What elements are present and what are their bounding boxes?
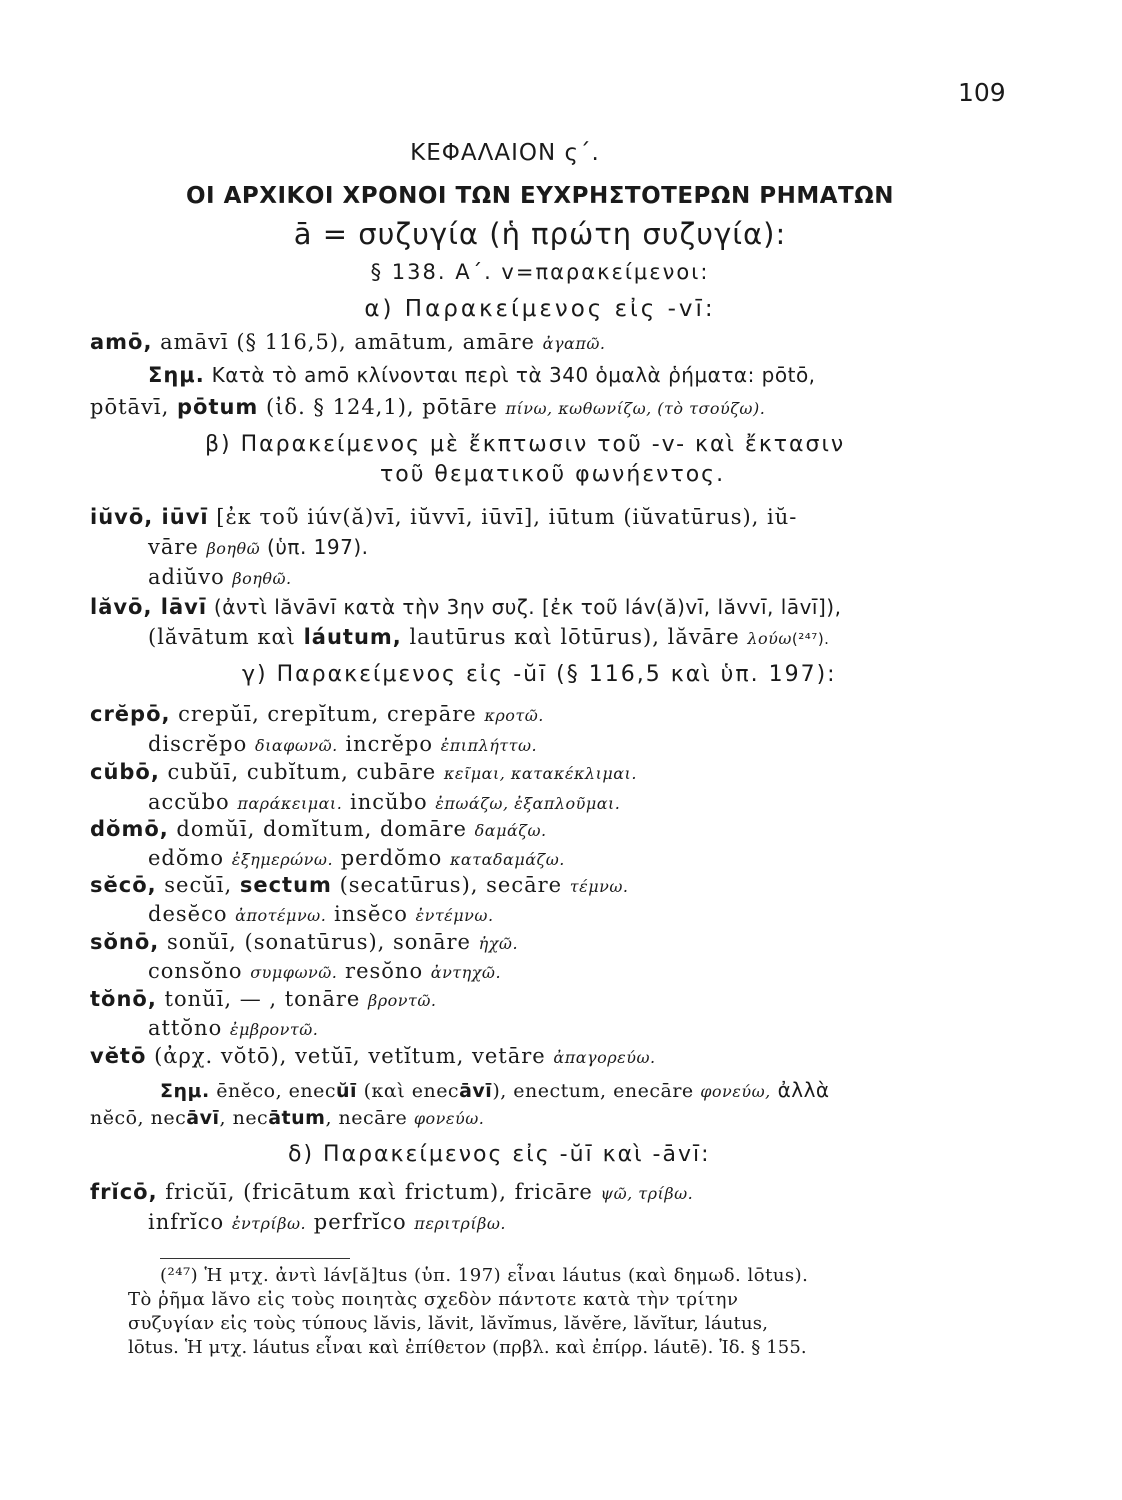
reference: (ὑπ. 197). — [260, 535, 369, 559]
entry-discrepo — [148, 732, 537, 756]
greek-meaning: ψῶ, τρίβω. — [600, 1184, 694, 1203]
forms: secŭī, — [156, 873, 240, 897]
forms: incrĕpo — [337, 732, 441, 756]
greek-meaning: κεῖμαι, κατακέκλιμαι. — [443, 764, 637, 783]
note-text: nĕcō, nec — [90, 1107, 187, 1129]
note-text: , necāre — [325, 1107, 414, 1129]
greek-meaning: ἐντρίβω. — [231, 1214, 307, 1233]
footnote-line-2: Τὸ ῥῆμα lăvo εἰς τοὺς ποιητὰς σχεδὸν πάντοτε κατὰ τὴν τρίτην — [128, 1289, 739, 1310]
forms: domŭī, domĭtum, domāre — [168, 817, 475, 841]
chapter-title: ΚΕΦΑΛΑΙΟΝ ς΄. — [410, 140, 600, 166]
headword: láutum, — [303, 625, 402, 649]
greek-meaning: βοηθῶ. — [232, 569, 292, 588]
entry-lavo-line-1 — [90, 595, 841, 619]
greek-meaning: ἠχῶ. — [478, 934, 519, 953]
entry-deseco — [148, 902, 494, 926]
subsection-alpha: α) Παρακείμενος εἰς -vī: — [364, 296, 716, 322]
greek-meaning: δαμάζω. — [474, 821, 547, 840]
forms: cubŭī, cubĭtum, cubāre — [159, 760, 444, 784]
forms: edŏmo — [148, 846, 232, 870]
greek-meaning: βοηθῶ — [206, 539, 261, 558]
forms: incŭbo — [342, 790, 436, 814]
entry-seco — [90, 873, 628, 897]
entry-domo — [90, 817, 547, 841]
greek-meaning: καταδαμάζω. — [449, 850, 565, 869]
entry-infrico — [148, 1210, 506, 1234]
entry-tono — [90, 987, 437, 1011]
forms: (ἀντὶ lăvāvī κατὰ τὴν 3ην συζ. [ἐκ τοῦ láv(ă)vī, lăvvī, lāvī]), — [207, 595, 842, 619]
headword: vĕtō — [90, 1044, 147, 1068]
forms: perdŏmo — [333, 846, 450, 870]
entry-amo — [90, 330, 606, 354]
forms: desĕco — [148, 902, 236, 926]
headword: pōtum — [176, 395, 259, 419]
greek-meaning: συμφωνῶ. — [250, 963, 338, 982]
forms: accŭbo — [148, 790, 238, 814]
footnote-ref: (²⁴⁷). — [791, 630, 830, 648]
headword: lăvō, lāvī — [90, 595, 208, 619]
page-number: 109 — [958, 78, 1006, 107]
note-text: (ἰδ. § 124,1), pōtāre — [258, 395, 506, 419]
entry-veto — [90, 1044, 656, 1068]
forms: (lăvātum καὶ — [148, 625, 304, 649]
entry-sono — [90, 930, 518, 954]
forms: [ἐκ τοῦ iúv(ă)vī, iŭvvī, iūvī], iūtum (iŭvatūrus), iŭ- — [208, 505, 798, 529]
headword: frĭcō, — [90, 1180, 158, 1204]
subsection-beta-line-1: β) Παρακείμενος μὲ ἔκπτωσιν τοῦ -v- καὶ ἔκτασιν — [205, 432, 846, 457]
note-text: pōtāvī, — [90, 395, 177, 419]
entry-adiuvo — [148, 565, 292, 589]
greek-meaning: ἀποτέμνω. — [235, 906, 327, 925]
note-text: (καὶ enec — [357, 1080, 460, 1102]
greek-meaning: περιτρίβω. — [414, 1214, 506, 1233]
note-text: , nec — [219, 1107, 269, 1129]
forms: crepŭī, crepĭtum, crepāre — [170, 702, 485, 726]
entry-accubo — [148, 790, 620, 814]
forms: attŏno — [148, 1016, 230, 1040]
forms: vāre — [148, 535, 207, 559]
greek-meaning: ἐξημερώνω. — [231, 850, 334, 869]
greek-meaning: λούω — [747, 629, 792, 648]
entry-frico — [90, 1180, 693, 1204]
subsection-gamma: γ) Παρακείμενος εἰς -ŭī (§ 116,5 καὶ ὑπ. 197): — [242, 662, 837, 687]
note-emph: āvī — [459, 1080, 493, 1102]
forms: (ἀρχ. vŏtō), vetŭī, vetĭtum, vetāre — [146, 1044, 554, 1068]
main-heading: ΟΙ ΑΡΧΙΚΟΙ ΧΡΟΝΟΙ ΤΩΝ ΕΥΧΡΗΣΤΟΤΕΡΩΝ ΡΗΜΑΤΩΝ — [185, 183, 895, 209]
subsection-delta: δ) Παρακείμενος εἰς -ŭī καὶ -āvī: — [288, 1142, 711, 1167]
note-2-line-2 — [90, 1107, 484, 1129]
greek-meaning: πίνω, κωθωνίζω, (τὸ τσούζω). — [505, 399, 766, 418]
headword: sŏnō, — [90, 930, 160, 954]
greek-meaning: ἐπιπλήττω. — [440, 736, 538, 755]
greek-meaning: τέμνω. — [569, 877, 629, 896]
subsection-beta-line-2: τοῦ θεματικοῦ φωνήεντος. — [380, 462, 726, 487]
note-label: Σημ. — [160, 1080, 210, 1102]
greek-meaning: φονεύω, — [700, 1082, 771, 1101]
section-heading: § 138. Α΄. v=παρακείμενοι: — [370, 260, 710, 284]
headword: iŭvō, iūvī — [90, 505, 209, 529]
forms: lautūrus καὶ lōtūrus), lăvāre — [401, 625, 748, 649]
note-1-line-2 — [90, 395, 765, 419]
note-1-line-1 — [148, 363, 816, 387]
headword: dŏmō, — [90, 817, 169, 841]
forms: amāvī (§ 116,5), amātum, amāre — [152, 330, 543, 354]
entry-iuvo-line-2 — [148, 535, 369, 559]
headword: sĕcō, — [90, 873, 157, 897]
entry-iuvo-line-1 — [90, 505, 797, 529]
footnote-line-3: συζυγίαν εἰς τοὺς τύπους lăvis, lăvit, lăvĭmus, lăvĕre, lăvĭtur, láutus, — [128, 1313, 769, 1334]
forms: resŏno — [337, 959, 431, 983]
greek-meaning: διαφωνῶ. — [254, 736, 338, 755]
note-text: ), enectum, enecāre — [492, 1080, 701, 1102]
forms: fricŭī, (fricātum καὶ frictum), fricāre — [157, 1180, 601, 1204]
note-text: ēnĕco, enec — [209, 1080, 337, 1102]
forms: (secatūrus), secāre — [331, 873, 570, 897]
headword: sectum — [239, 873, 332, 897]
note-label: Σημ. — [148, 363, 205, 387]
greek-meaning: ἐντέμνω. — [415, 906, 494, 925]
note-text: Κατὰ τὸ amō κλίνονται περὶ τὰ 340 ὁμαλὰ ῥήματα: pōtō, — [204, 363, 816, 387]
greek-meaning: κροτῶ. — [484, 706, 544, 725]
greek-meaning: ἐμβροντῶ. — [229, 1020, 319, 1039]
greek-meaning: ἐπωάζω, ἐξαπλοῦμαι. — [435, 794, 621, 813]
note-2-line-1 — [160, 1078, 830, 1102]
greek-meaning: παράκειμαι. — [237, 794, 343, 813]
headword: cŭbō, — [90, 760, 160, 784]
greek-meaning: ἀντηχῶ. — [430, 963, 502, 982]
entry-attono — [148, 1016, 318, 1040]
forms: discrĕpo — [148, 732, 255, 756]
greek-meaning: ἀγαπῶ. — [542, 334, 606, 353]
entry-crepo — [90, 702, 544, 726]
entry-consono — [148, 959, 501, 983]
headword: tŏnō, — [90, 987, 157, 1011]
headword: amō, — [90, 330, 153, 354]
forms: infrĭco — [148, 1210, 232, 1234]
entry-lavo-line-2 — [148, 625, 829, 649]
entry-edomo — [148, 846, 565, 870]
greek-meaning: βροντῶ. — [368, 991, 437, 1010]
headword: crĕpō, — [90, 702, 171, 726]
forms: adiŭvo — [148, 565, 233, 589]
greek-meaning: ἀπαγορεύω. — [553, 1048, 656, 1067]
conjugation-heading: ā = συζυγία (ἡ πρώτη συζυγία): — [293, 217, 787, 251]
footnote-line-1: (²⁴⁷) Ἡ μτχ. ἀντὶ láv[ă]tus (ὑπ. 197) εἶναι láutus (καὶ δημωδ. lōtus). — [160, 1265, 809, 1286]
forms: perfrĭco — [306, 1210, 415, 1234]
forms: consŏno — [148, 959, 251, 983]
footnote-rule — [160, 1258, 350, 1259]
note-emph: ātum — [268, 1107, 326, 1129]
forms: tonŭī, — , tonāre — [156, 987, 368, 1011]
footnote-line-4: lōtus. Ἡ μτχ. láutus εἶναι καὶ ἐπίθετον (πρβλ. καὶ ἐπίρρ. láutē). Ἰδ. § 155. — [128, 1337, 807, 1358]
note-emph: āvī — [186, 1107, 220, 1129]
forms: insĕco — [326, 902, 416, 926]
forms: sonŭī, (sonatūrus), sonāre — [159, 930, 479, 954]
entry-cubo — [90, 760, 637, 784]
note-emph: ŭī — [336, 1080, 358, 1102]
greek-meaning: φονεύω. — [413, 1109, 485, 1128]
note-text: ἀλλὰ — [770, 1078, 830, 1102]
